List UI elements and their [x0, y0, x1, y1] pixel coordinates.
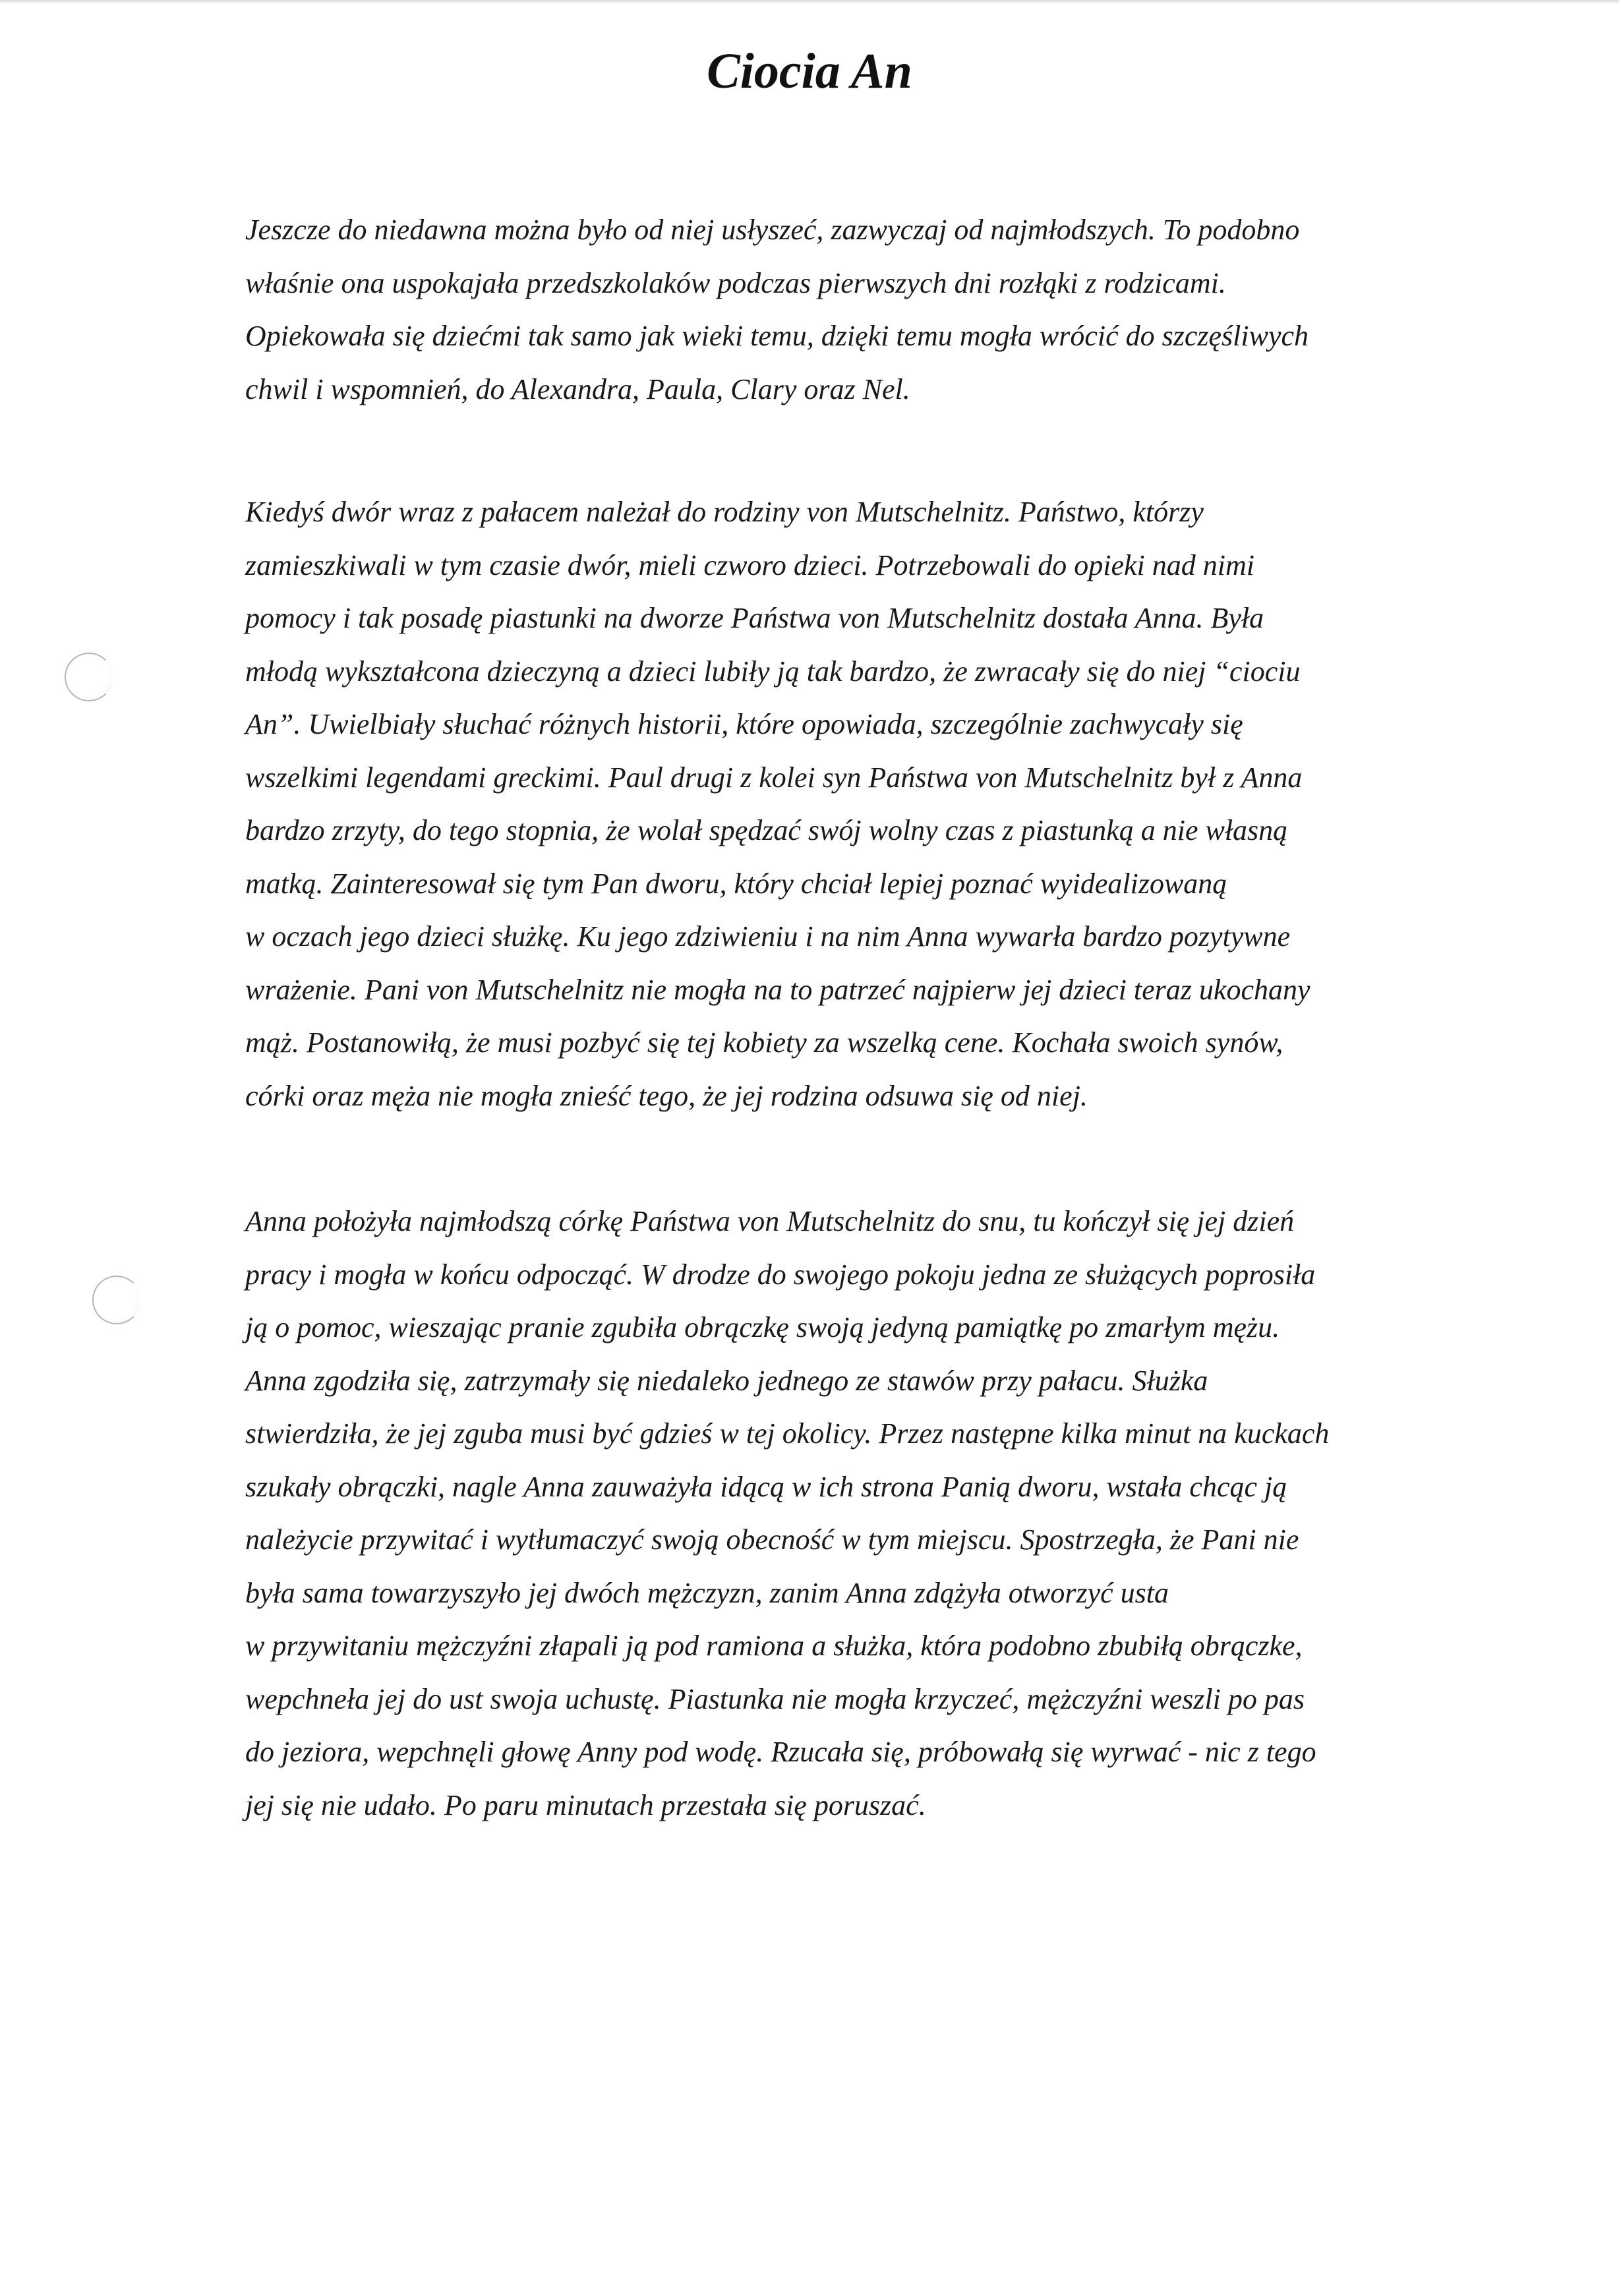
text-line: wszelkimi legendami greckimi. Paul drugi z kolei syn Państwa von Mutschelnitz był z Anna	[245, 761, 1303, 794]
paragraph-3	[245, 1195, 1425, 1832]
text-line: do jeziora, wepchnęli głowę Anny pod wodę. Rzucała się, próbowałą się wyrwać - nic z tego	[245, 1736, 1316, 1768]
text-line: w przywitaniu mężczyźni złapali ją pod ramiona a służka, która podobno zbubiłą obrączke,	[245, 1630, 1303, 1662]
text-line: młodą wykształcona dzieczyną a dzieci lubiły ją tak bardzo, że zwracały się do niej “ciociu	[245, 655, 1301, 688]
text-line: pracy i mogła w końcu odpocząć. W drodze do swojego pokoju jedna ze służących poprosiła	[245, 1258, 1316, 1291]
text-line: wrażenie. Pani von Mutschelnitz nie mogła na to patrzeć najpierw jej dzieci teraz ukochany	[245, 973, 1310, 1006]
scan-edge	[0, 0, 1619, 4]
text-line: ją o pomoc, wieszając pranie zgubiła obrączkę swoją jedyną pamiątkę po zmarłym mężu.	[245, 1311, 1280, 1343]
text-line: szukały obrączki, nagle Anna zauważyła idącą w ich strona Panią dworu, wstała chcąc ją	[245, 1470, 1287, 1503]
punch-hole-icon	[92, 1276, 141, 1324]
text-line: matką. Zainteresował się tym Pan dworu, który chciał lepiej poznać wyidealizowaną	[245, 867, 1227, 900]
paragraph-2	[245, 486, 1425, 1123]
paragraph-1	[245, 204, 1425, 416]
text-line: jej się nie udało. Po paru minutach przestała się poruszać.	[245, 1788, 926, 1821]
text-line: Kiedyś dwór wraz z pałacem należał do rodziny von Mutschelnitz. Państwo, którzy	[245, 496, 1204, 528]
text-line: An”. Uwielbiały słuchać różnych historii, które opowiada, szczególnie zachwycały się	[245, 708, 1243, 740]
text-line: stwierdziła, że jej zguba musi być gdzieś w tej okolicy. Przez następne kilka minut na kuckach	[245, 1417, 1330, 1450]
text-line: należycie przywitać i wytłumaczyć swoją obecność w tym miejscu. Spostrzegła, że Pani nie	[245, 1523, 1299, 1556]
text-line: była sama towarzyszyło jej dwóch mężczyzn, zanim Anna zdążyła otworzyć usta	[245, 1576, 1169, 1609]
text-line: zamieszkiwali w tym czasie dwór, mieli czworo dzieci. Potrzebowali do opieki nad nimi	[245, 548, 1254, 581]
text-line: bardzo zrzyty, do tego stopnia, że wolał spędzać swój wolny czas z piastunką a nie własną	[245, 814, 1288, 846]
text-line: Opiekowała się dziećmi tak samo jak wieki temu, dzięki temu mogła wrócić do szczęśliwych	[245, 320, 1309, 352]
text-line: w oczach jego dzieci służkę. Ku jego zdziwieniu i na nim Anna wywarła bardzo pozytywne	[245, 920, 1291, 953]
text-line: chwil i wspomnień, do Alexandra, Paula, Clary oraz Nel.	[245, 372, 910, 405]
text-line: pomocy i tak posadę piastunki na dworze Państwa von Mutschelnitz dostała Anna. Była	[245, 602, 1264, 634]
text-line: córki oraz męża nie mogła znieść tego, że jej rodzina odsuwa się od niej.	[245, 1079, 1088, 1112]
text-line: wepchneła jej do ust swoja uchustę. Piastunka nie mogła krzyczeć, mężczyźni weszli po pas	[245, 1682, 1305, 1715]
document-title: Ciocia An	[707, 44, 912, 99]
text-line: Anna położyła najmłodszą córkę Państwa von Mutschelnitz do snu, tu kończył się jej dzień	[245, 1205, 1295, 1237]
punch-hole-icon	[65, 653, 113, 701]
text-line: Jeszcze do niedawna można było od niej usłyszeć, zazwyczaj od najmłodszych. To podobno	[245, 214, 1300, 246]
text-line: właśnie ona uspokajała przedszkolaków podczas pierwszych dni rozłąki z rodzicami.	[245, 266, 1226, 299]
text-line: Anna zgodziła się, zatrzymały się niedaleko jednego ze stawów przy pałacu. Służka	[245, 1364, 1208, 1397]
text-line: mąż. Postanowiłą, że musi pozbyć się tej kobiety za wszelką cene. Kochała swoich synów,	[245, 1026, 1283, 1059]
